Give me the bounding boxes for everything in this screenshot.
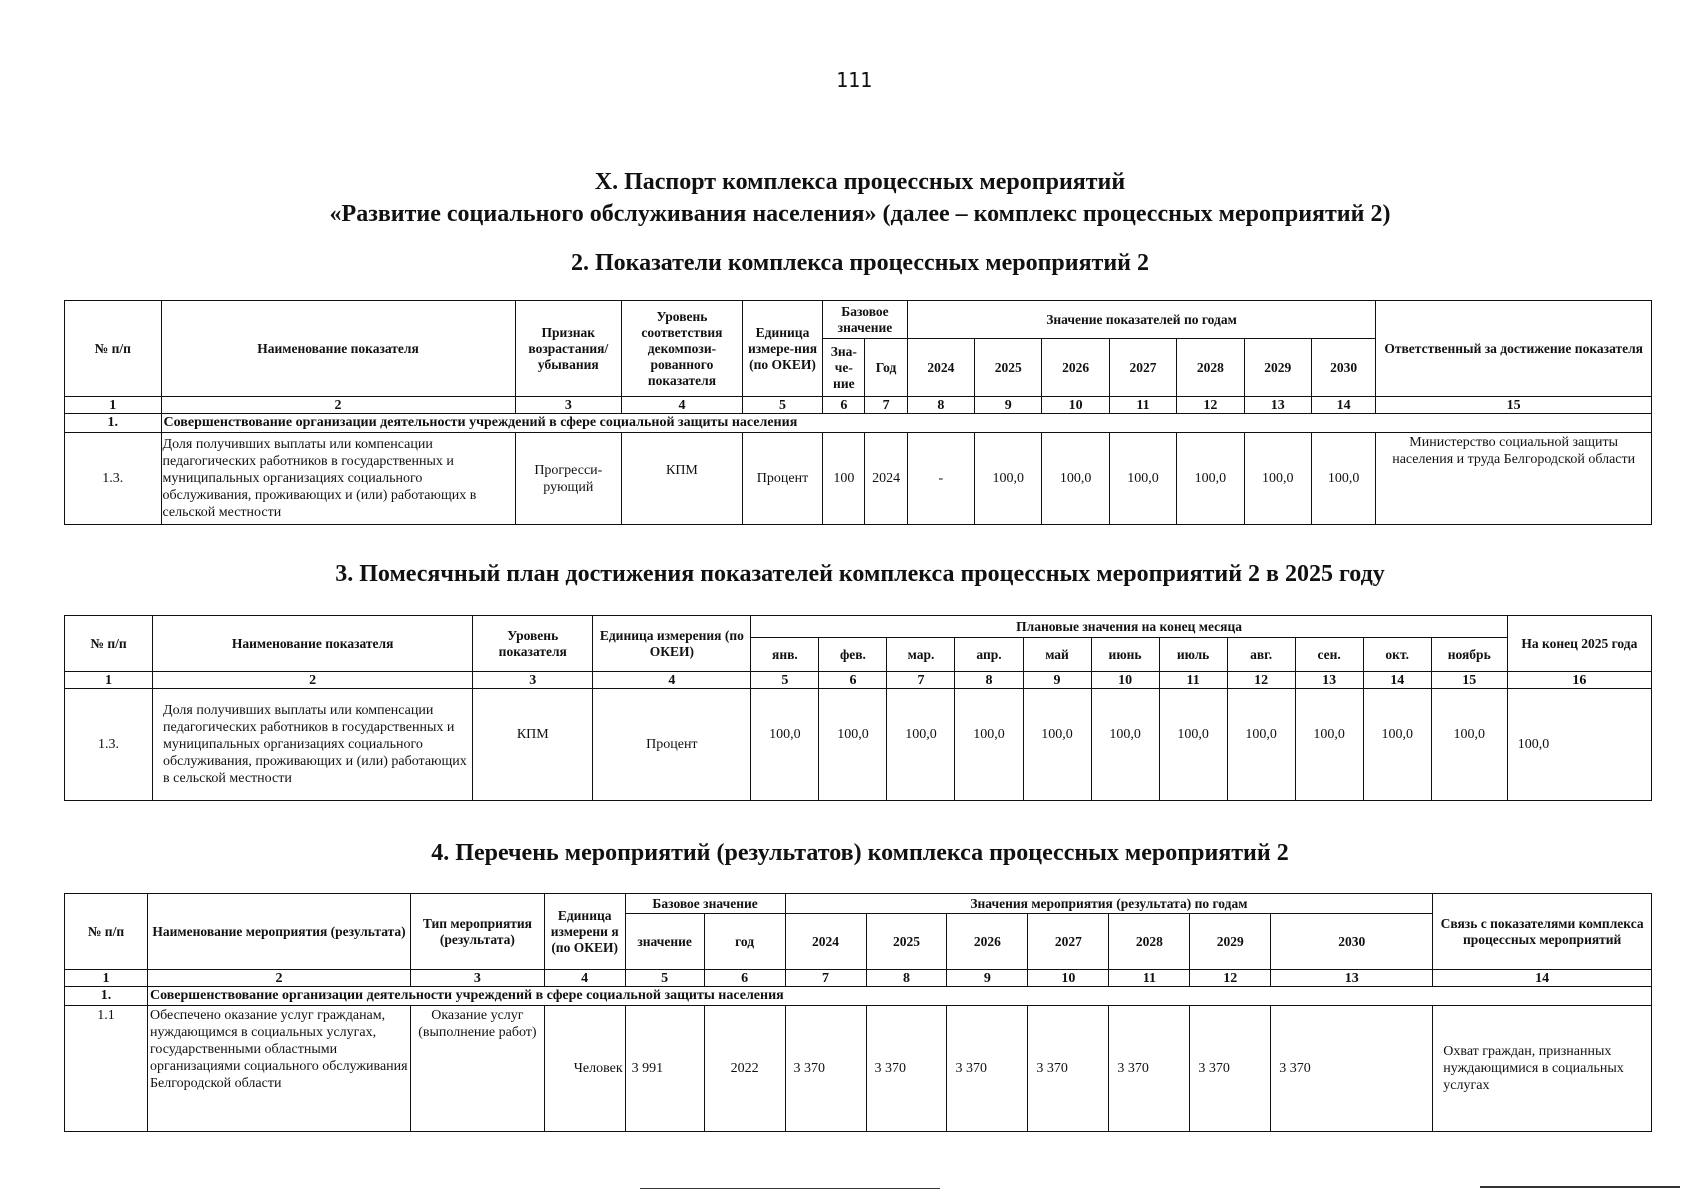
column-number: 6 [823, 397, 865, 414]
monthly-plan-table [64, 615, 1652, 801]
base-value: 3 991 [625, 1006, 704, 1132]
col-end-year-header: На конец 2025 года [1507, 616, 1651, 672]
end-year-value: 100,0 [1507, 689, 1651, 801]
col-unit-header: Единица измерения (по ОКЕИ) [593, 616, 751, 672]
column-number: 11 [1159, 672, 1227, 689]
year-value: 100,0 [975, 433, 1042, 525]
linked-indicator: Охват граждан, признанных нуждающимися в социальных услугах [1433, 1006, 1652, 1132]
column-number: 10 [1028, 970, 1109, 987]
month-header: апр. [955, 638, 1023, 672]
section-3-title: 3. Помесячный план достижения показателей комплекса процессных мероприятий 2 в 2025 году [335, 561, 1385, 587]
month-value: 100,0 [751, 689, 819, 801]
column-number: 12 [1177, 397, 1244, 414]
month-value: 100,0 [887, 689, 955, 801]
year-value: 100,0 [1042, 433, 1109, 525]
section-2-title: 2. Показатели комплекса процессных мероприятий 2 [570, 250, 1149, 276]
indicators-table [64, 300, 1652, 525]
indicator-name: Доля получивших выплаты или компенсации педагогических работников в государственных и муниципальных организациях социального обслуживания, проживающих и (или) работающих в сельской местности [153, 689, 473, 801]
year-value: 3 370 [947, 1006, 1028, 1132]
column-number: 1 [65, 397, 162, 414]
column-number: 13 [1295, 672, 1363, 689]
row-num: 1.3. [65, 433, 162, 525]
row-num: 1.3. [65, 689, 153, 801]
year-header: 2025 [975, 339, 1042, 397]
year-value: 3 370 [1190, 1006, 1271, 1132]
month-value: 100,0 [1023, 689, 1091, 801]
col-name-header: Наименование показателя [153, 616, 473, 672]
col-sign-header: Признак возрастания/ убывания [515, 301, 622, 397]
month-header: янв. [751, 638, 819, 672]
scan-artifact-line [1480, 1186, 1680, 1188]
col-level-header: Уровень соответствия декомпози-рованного показателя [622, 301, 743, 397]
year-header: 2024 [785, 914, 866, 970]
page-number: 111 [835, 68, 873, 92]
month-value: 100,0 [819, 689, 887, 801]
column-number: 10 [1042, 397, 1109, 414]
year-value: 3 370 [785, 1006, 866, 1132]
column-number: 11 [1109, 970, 1190, 987]
col-base-year-header: Год [865, 339, 907, 397]
col-years-header: Значения мероприятия (результата) по годам [785, 894, 1433, 914]
column-number: 2 [161, 397, 515, 414]
column-number: 3 [411, 970, 545, 987]
base-year: 2024 [865, 433, 907, 525]
month-value: 100,0 [1227, 689, 1295, 801]
month-header: мар. [887, 638, 955, 672]
indicator-level: КПМ [473, 689, 593, 801]
column-number: 8 [955, 672, 1023, 689]
column-number: 14 [1363, 672, 1431, 689]
section-4-title: 4. Перечень мероприятий (результатов) комплекса процессных мероприятий 2 [431, 840, 1289, 866]
col-responsible-header: Ответственный за достижение показателя [1376, 301, 1652, 397]
column-number: 5 [742, 397, 822, 414]
year-header: 2026 [1042, 339, 1109, 397]
column-number: 8 [907, 397, 974, 414]
year-value: 100,0 [1177, 433, 1244, 525]
col-unit-header: Единица измерени я (по ОКЕИ) [544, 894, 625, 970]
column-number: 7 [865, 397, 907, 414]
column-number: 11 [1109, 397, 1176, 414]
measure-type: Оказание услуг (выполнение работ) [411, 1006, 545, 1132]
col-base-header: Базовое значение [625, 894, 785, 914]
col-level-header: Уровень показателя [473, 616, 593, 672]
row-num: 1.1 [65, 1006, 148, 1132]
month-value: 100,0 [1159, 689, 1227, 801]
measure-name: Обеспечено оказание услуг гражданам, нуждающимся в социальных услугах, государственными областными организациями социального обслуживания Белгородской области [147, 1006, 410, 1132]
column-number: 8 [866, 970, 947, 987]
column-number: 3 [515, 397, 622, 414]
indicator-name: Доля получивших выплаты или компенсации педагогических работников в государственных и муниципальных организациях социального обслуживания, проживающих и (или) работающих в сельской местности [161, 433, 515, 525]
base-year: 2022 [704, 1006, 785, 1132]
column-number: 12 [1190, 970, 1271, 987]
year-header: 2028 [1177, 339, 1244, 397]
year-header: 2026 [947, 914, 1028, 970]
column-number: 4 [593, 672, 751, 689]
year-value: 3 370 [866, 1006, 947, 1132]
indicator-sign: Прогресси-рующий [515, 433, 622, 525]
table-row [65, 433, 1652, 525]
year-value: - [907, 433, 974, 525]
year-value: 100,0 [1244, 433, 1311, 525]
col-link-header: Связь с показателями комплекса процессных мероприятий [1433, 894, 1652, 970]
document-title [0, 166, 1708, 230]
column-numbers-row [65, 970, 1652, 987]
column-numbers-row [65, 397, 1652, 414]
section-row-text: Совершенствование организации деятельности учреждений в сфере социальной защиты населения [147, 987, 1651, 1006]
col-base-value-header: Зна-че-ние [823, 339, 865, 397]
title-line-2: «Развитие социального обслуживания населения» (далее – комплекс процессных мероприятий 2) [329, 201, 1391, 227]
column-number: 6 [819, 672, 887, 689]
year-header: 2028 [1109, 914, 1190, 970]
column-number: 15 [1376, 397, 1652, 414]
column-number: 12 [1227, 672, 1295, 689]
col-num-header: № п/п [65, 894, 148, 970]
year-value: 3 370 [1028, 1006, 1109, 1132]
col-base-year-header: год [704, 914, 785, 970]
column-number: 14 [1433, 970, 1652, 987]
col-name-header: Наименование показателя [161, 301, 515, 397]
column-number: 9 [1023, 672, 1091, 689]
section-row [65, 414, 1652, 433]
month-header: авг. [1227, 638, 1295, 672]
month-header: фев. [819, 638, 887, 672]
title-line-1: Х. Паспорт комплекса процессных мероприятий [594, 169, 1126, 195]
col-num-header: № п/п [65, 616, 153, 672]
month-value: 100,0 [1363, 689, 1431, 801]
month-value: 100,0 [1431, 689, 1507, 801]
column-number: 1 [65, 672, 153, 689]
section-row [65, 987, 1652, 1006]
year-header: 2025 [866, 914, 947, 970]
year-header: 2029 [1244, 339, 1311, 397]
table-row [65, 1006, 1652, 1132]
column-number: 5 [751, 672, 819, 689]
indicator-level: КПМ [622, 433, 743, 525]
responsible: Министерство социальной защиты населения и труда Белгородской области [1376, 433, 1652, 525]
year-value: 100,0 [1109, 433, 1176, 525]
month-value: 100,0 [1295, 689, 1363, 801]
col-name-header: Наименование мероприятия (результата) [147, 894, 410, 970]
year-header: 2024 [907, 339, 974, 397]
column-number: 13 [1244, 397, 1311, 414]
scan-artifact-line [640, 1188, 940, 1189]
year-header: 2027 [1028, 914, 1109, 970]
measures-table [64, 893, 1652, 1132]
col-type-header: Тип мероприятия (результата) [411, 894, 545, 970]
year-header: 2030 [1271, 914, 1433, 970]
col-base-header: Базовое значение [823, 301, 907, 339]
measure-unit: Человек [544, 1006, 625, 1132]
col-planned-header: Плановые значения на конец месяца [751, 616, 1507, 638]
column-number: 3 [473, 672, 593, 689]
table-row [65, 689, 1652, 801]
column-number: 7 [887, 672, 955, 689]
column-number: 15 [1431, 672, 1507, 689]
indicator-unit: Процент [742, 433, 822, 525]
section-row-text: Совершенствование организации деятельности учреждений в сфере социальной защиты населения [161, 414, 1651, 433]
column-number: 16 [1507, 672, 1651, 689]
column-number: 4 [544, 970, 625, 987]
column-number: 9 [947, 970, 1028, 987]
year-value: 100,0 [1311, 433, 1375, 525]
section-row-num: 1. [65, 414, 162, 433]
col-num-header: № п/п [65, 301, 162, 397]
column-numbers-row [65, 672, 1652, 689]
month-header: сен. [1295, 638, 1363, 672]
base-value: 100 [823, 433, 865, 525]
month-value: 100,0 [1091, 689, 1159, 801]
year-header: 2027 [1109, 339, 1176, 397]
column-number: 9 [975, 397, 1042, 414]
column-number: 2 [147, 970, 410, 987]
month-header: май [1023, 638, 1091, 672]
column-number: 4 [622, 397, 743, 414]
month-header: июнь [1091, 638, 1159, 672]
col-unit-header: Единица измере-ния (по ОКЕИ) [742, 301, 822, 397]
column-number: 14 [1311, 397, 1375, 414]
column-number: 1 [65, 970, 148, 987]
month-value: 100,0 [955, 689, 1023, 801]
indicator-unit: Процент [593, 689, 751, 801]
month-header: июль [1159, 638, 1227, 672]
column-number: 5 [625, 970, 704, 987]
year-value: 3 370 [1109, 1006, 1190, 1132]
column-number: 7 [785, 970, 866, 987]
column-number: 6 [704, 970, 785, 987]
section-row-num: 1. [65, 987, 148, 1006]
col-base-value-header: значение [625, 914, 704, 970]
year-header: 2030 [1311, 339, 1375, 397]
column-number: 2 [153, 672, 473, 689]
year-header: 2029 [1190, 914, 1271, 970]
column-number: 13 [1271, 970, 1433, 987]
month-header: окт. [1363, 638, 1431, 672]
column-number: 10 [1091, 672, 1159, 689]
year-value: 3 370 [1271, 1006, 1433, 1132]
col-years-header: Значение показателей по годам [907, 301, 1376, 339]
month-header: ноябрь [1431, 638, 1507, 672]
